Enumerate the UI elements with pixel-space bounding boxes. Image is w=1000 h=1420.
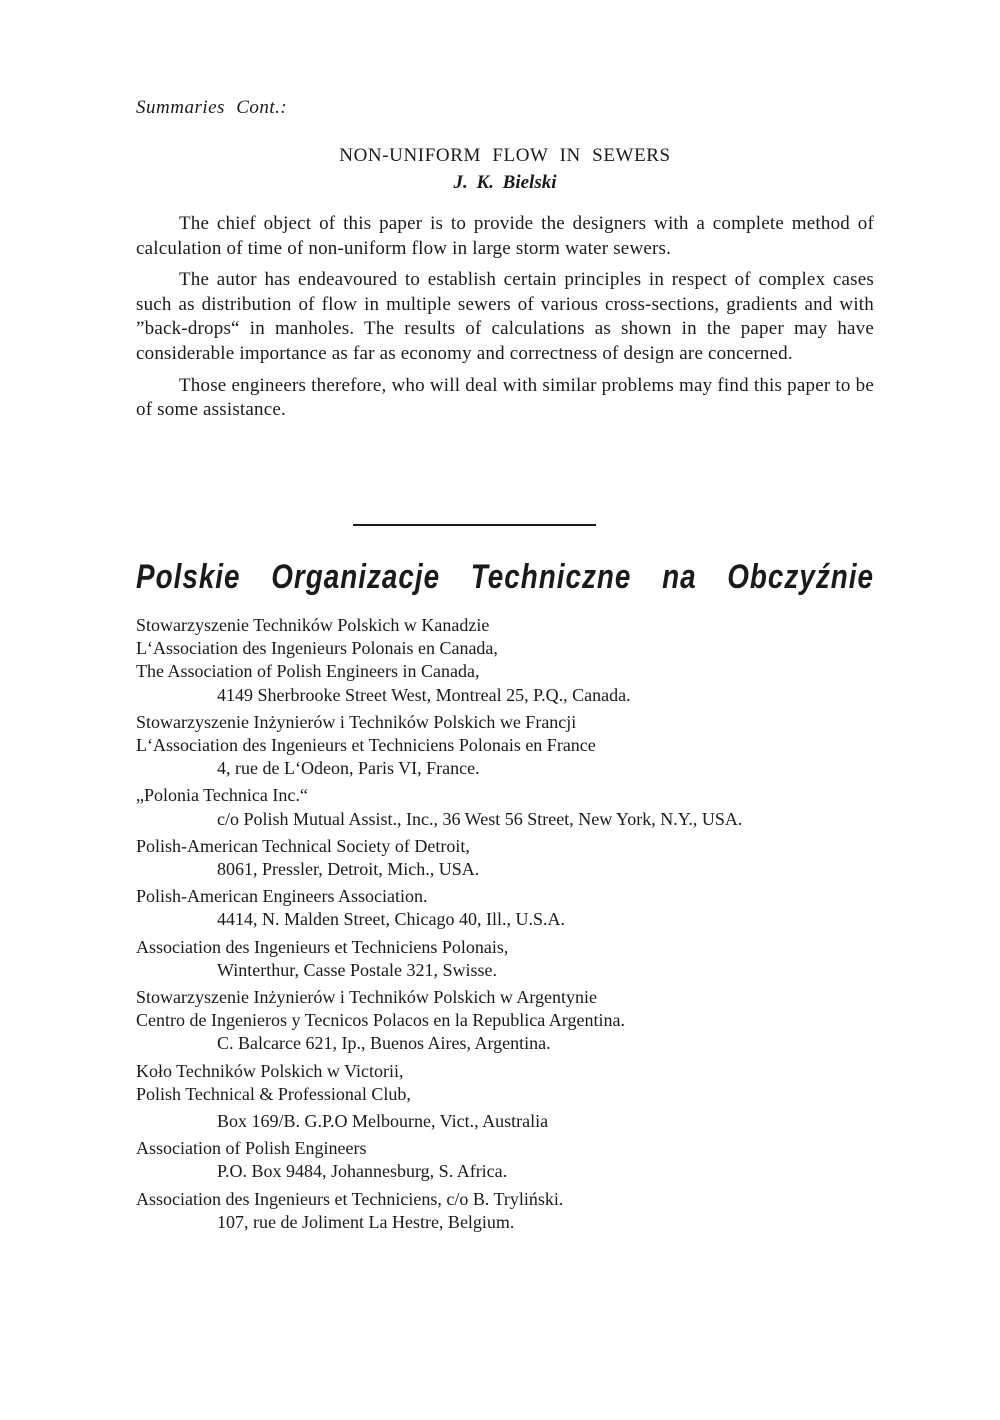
organization-name: Stowarzyszenie Inżynierów i Techników Polskich w Argentynie (136, 987, 597, 1008)
organization-address: 8061, Pressler, Detroit, Mich., USA. (217, 859, 480, 880)
section-title: Polskie Organizacje Techniczne na Obczyźnie (136, 558, 874, 596)
organization-entry (136, 784, 896, 830)
organization-name: „Polonia Technica Inc.“ (136, 785, 308, 806)
organization-entry (136, 835, 896, 881)
organization-entry (136, 986, 896, 1056)
summary-title: NON-UNIFORM FLOW IN SEWERS (339, 145, 671, 166)
organization-list (136, 614, 896, 1238)
organization-address: C. Balcarce 621, Ip., Buenos Aires, Argentina. (217, 1033, 551, 1054)
summary-author: J. K. Bielski (453, 172, 557, 193)
organization-address: 4414, N. Malden Street, Chicago 40, Ill., U.S.A. (217, 909, 565, 930)
organization-entry (136, 1137, 896, 1183)
organization-address: Winterthur, Casse Postale 321, Swisse. (217, 959, 498, 980)
organization-entry (136, 936, 896, 982)
summary-paragraph: Those engineers therefore, who will deal with similar problems may find this paper to be of some assistance. (136, 374, 874, 421)
summary-body (136, 212, 874, 430)
organization-address: 107, rue de Joliment La Hestre, Belgium. (217, 1211, 515, 1232)
summary-paragraph: The chief object of this paper is to provide the designers with a complete method of calculation of time of non-uniform flow in large storm water sewers. (136, 213, 874, 259)
organization-name: Stowarzyszenie Techników Polskich w Kanadzie (136, 615, 490, 635)
organization-name: Association of Polish Engineers (136, 1138, 367, 1159)
organization-name: L‘Association des Ingenieurs et Techniciens Polonais en France (136, 735, 596, 756)
organization-address: c/o Polish Mutual Assist., Inc., 36 West 56 Street, New York, N.Y., USA. (217, 808, 743, 829)
organization-address: 4, rue de L‘Odeon, Paris VI, France. (217, 758, 480, 779)
organization-name: Centro de Ingenieros y Tecnicos Polacos en la Republica Argentina. (136, 1010, 625, 1031)
organization-name: Stowarzyszenie Inżynierów i Techników Polskich we Francji (136, 711, 577, 732)
organization-entry (136, 885, 896, 931)
organization-entry (136, 711, 896, 781)
organization-address: P.O. Box 9484, Johannesburg, S. Africa. (217, 1161, 508, 1182)
organization-name: Koło Techników Polskich w Victorii, (136, 1060, 404, 1081)
organization-name: Polish-American Engineers Association. (136, 886, 428, 907)
section-divider (353, 524, 596, 526)
summary-paragraph: The autor has endeavoured to establish certain principles in respect of complex cases such as distribution of flow in multiple sewers of various cross-sections, gradients and with ”back-drops“ in manholes. The results of calculations as shown in the paper may have considerable importance as far as economy and correctness of design are concerned. (136, 269, 874, 364)
organization-address: Box 169/B. G.P.O Melbourne, Vict., Australia (217, 1111, 549, 1132)
organization-entry (136, 1188, 896, 1234)
organization-name: Association des Ingenieurs et Techniciens, c/o B. Tryliński. (136, 1188, 564, 1209)
organization-name: Polish Technical & Professional Club, (136, 1083, 411, 1104)
organization-entry (136, 1060, 896, 1134)
organization-address: 4149 Sherbrooke Street West, Montreal 25, P.Q., Canada. (217, 684, 631, 705)
organization-name: The Association of Polish Engineers in Canada, (136, 661, 480, 682)
organization-entry (136, 614, 896, 707)
organization-name: Association des Ingenieurs et Techniciens Polonais, (136, 936, 509, 957)
organization-name: Polish-American Technical Society of Detroit, (136, 835, 470, 856)
running-head: Summaries Cont.: (136, 97, 288, 118)
organization-name: L‘Association des Ingenieurs Polonais en Canada, (136, 638, 498, 659)
